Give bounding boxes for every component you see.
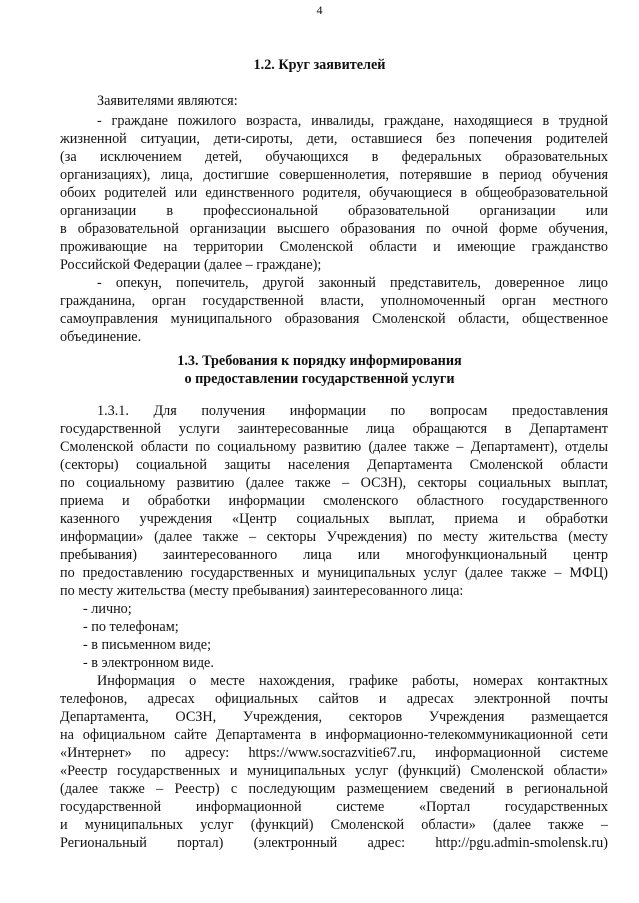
page-number: 4: [316, 3, 323, 17]
list-item: - в электронном виде.: [83, 655, 214, 671]
paragraph-line: по социальному развитию (далее также – ОСЗН), секторы социальных выплат,: [60, 475, 608, 491]
paragraph-line: жизненной ситуации, дети-сироты, дети, оставшиеся без попечения родителей: [60, 131, 608, 147]
paragraph-line: телефонов, адресах официальных сайтов и адресах электронной почты: [60, 691, 608, 707]
paragraph-line: и муниципальных услуг (функций) Смоленской области» (далее также –: [60, 817, 608, 833]
paragraph-line: государственной услуги заинтересованные лица обращаются в Департамент: [60, 421, 608, 437]
paragraph-line: пребывания) заинтересованного лица или многофункциональный центр: [60, 547, 608, 563]
paragraph-line: (далее также – Реестр) с последующим размещением сведений в региональной: [60, 781, 608, 797]
paragraph-line: организациях), лица, достигшие совершеннолетия, потерявшие в период обучения: [60, 167, 608, 183]
paragraph-line: - граждане пожилого возраста, инвалиды, граждане, находящиеся в трудной: [97, 113, 608, 129]
list-item: - по телефонам;: [83, 619, 179, 635]
section-1-3-heading-line1: 1.3. Требования к порядку информирования: [177, 353, 462, 369]
paragraph-line: объединение.: [60, 329, 142, 345]
paragraph-line: самоуправления муниципального образования Смоленской области, общественное: [60, 311, 608, 327]
paragraph-line: государственной информационной системе «Портал государственных: [60, 799, 608, 815]
paragraph-line: - опекун, попечитель, другой законный представитель, доверенное лицо: [97, 275, 608, 291]
paragraph-line: (за исключением детей, обучающихся в федеральных образовательных: [60, 149, 608, 165]
section-1-3-heading-line2: о предоставлении государственной услуги: [184, 371, 455, 387]
paragraph-line: в образовательной организации высшего образования по очной форме обучения,: [60, 221, 608, 237]
paragraph-line: Смоленской области по социальному развитию (далее также – Департамент), отделы: [60, 439, 608, 455]
paragraph-line: «Интернет» по адресу: https://www.socrazvitie67.ru, информационной системе: [60, 745, 608, 761]
paragraph-line: организации в профессиональной образовательной организации или: [60, 203, 608, 219]
paragraph-line: гражданина, орган государственной власти, уполномоченный орган местного: [60, 293, 608, 309]
paragraph-line: обоих родителей или единственного родителя, обучающиеся в общеобразовательной: [60, 185, 608, 201]
paragraph-line: 1.3.1. Для получения информации по вопросам предоставления: [97, 403, 608, 419]
paragraph-line: Заявителями являются:: [97, 93, 238, 109]
paragraph-line: информации» (далее также – секторы Учреждения) по месту жительства (месту: [60, 529, 608, 545]
paragraph-line: приема и обработки информации смоленского областного государственного: [60, 493, 608, 509]
paragraph-line: (секторы) социальной защиты населения Департамента Смоленской области: [60, 457, 608, 473]
paragraph-line: проживающие на территории Смоленской области и имеющие гражданство: [60, 239, 608, 255]
paragraph-line: Региональный портал) (электронный адрес: http://pgu.admin-smolensk.ru): [60, 835, 608, 851]
list-item: - в письменном виде;: [83, 637, 212, 653]
list-item: - лично;: [83, 601, 132, 617]
paragraph-line: по месту жительства (месту пребывания) заинтересованного лица:: [60, 583, 464, 599]
section-1-2-heading: 1.2. Круг заявителей: [253, 57, 386, 73]
paragraph-line: Информация о месте нахождения, графике работы, номерах контактных: [97, 673, 608, 689]
paragraph-line: по предоставлению государственных и муниципальных услуг (далее также – МФЦ): [60, 565, 608, 581]
paragraph-line: Российской Федерации (далее – граждане);: [60, 257, 322, 273]
paragraph-line: на официальном сайте Департамента в информационно-телекоммуникационной сети: [60, 727, 608, 743]
paragraph-line: казенного учреждения «Центр социальных выплат, приема и обработки: [60, 511, 608, 527]
paragraph-line: «Реестр государственных и муниципальных услуг (функций) Смоленской области»: [60, 763, 608, 779]
paragraph-line: Департамента, ОСЗН, Учреждения, секторов Учреждения размещается: [60, 709, 608, 725]
